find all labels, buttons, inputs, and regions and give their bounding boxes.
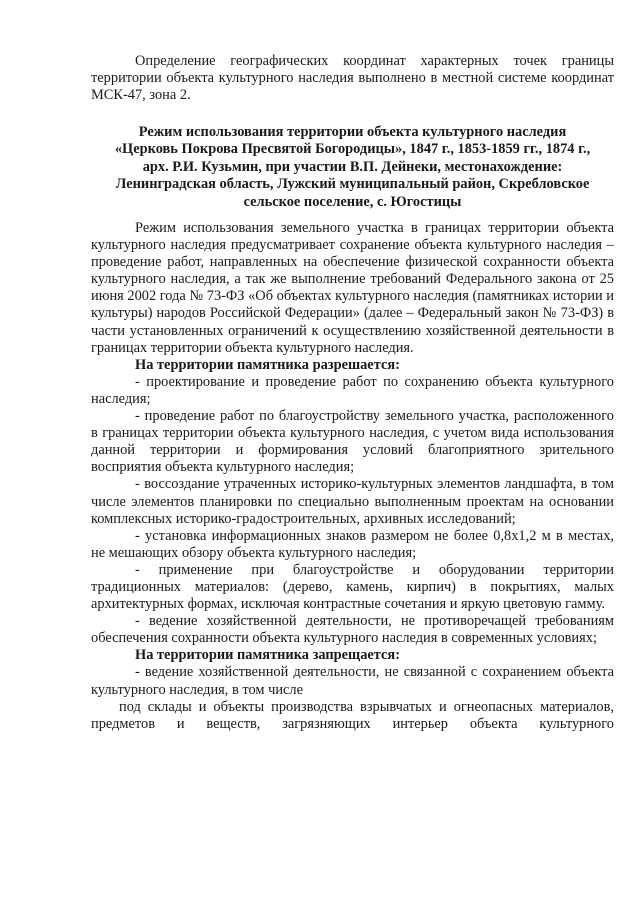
forbidden-item: под склады и объекты производства взрывчатых и огнеопасных материалов, предметов и веществ, загрязняющих интерьер объекта культурного [91, 698, 614, 732]
allowed-heading: На территории памятника разрешается: [135, 356, 400, 373]
intro-section [91, 53, 614, 104]
allowed-item: - проектирование и проведение работ по сохранению объекта культурного наследия; [91, 373, 614, 407]
allowed-item: - применение при благоустройстве и оборудовании территории традиционных материалов: (дерево, камень, кирпич) в покрытиях, малых архитектурных формах, исключая контрастные сочетания и яркую цветовую гамму. [91, 561, 614, 613]
title-line-4: Ленинградская область, Лужский муниципальный район, Скребловское [115, 176, 590, 193]
title-line-1: Режим использования территории объекта культурного наследия [138, 124, 567, 140]
regime-body [91, 220, 614, 733]
allowed-item: - установка информационных знаков размером не более 0,8х1,2 м в местах, не мешающих обзору объекта культурного наследия; [91, 527, 614, 561]
title-line-2: «Церковь Покрова Пресвятой Богородицы», 1847 г., 1853-1859 гг., 1874 г., [114, 141, 591, 158]
regime-title [91, 124, 614, 211]
allowed-item: - проведение работ по благоустройству земельного участка, расположенного в границах территории объекта культурного наследия, с учетом вида использования данной территории и формирования условий благоприятного зрительного восприятия объекта культурного наследия; [91, 408, 614, 476]
forbidden-item: - ведение хозяйственной деятельности, не связанной с сохранением объекта культурного наследия, в том числе [91, 664, 614, 698]
allowed-item: - ведение хозяйственной деятельности, не противоречащей требованиям обеспечения сохранности объекта культурного наследия в современных условиях; [91, 613, 614, 647]
forbidden-heading: На территории памятника запрещается: [135, 647, 401, 664]
intro-paragraph: Определение географических координат характерных точек границы территории объекта культурного наследия выполнено в местной системе координат МСК-47, зона 2. [91, 53, 614, 104]
allowed-item: - воссоздание утраченных историко-культурных элементов ландшафта, в том числе элементов планировки по специально выполненным проектам на основании комплексных историко-градостроительных, архивных исследований; [91, 476, 614, 527]
regime-paragraph: Режим использования земельного участка в границах территории объекта культурного наследия предусматривает сохранение объекта культурного наследия – проведение работ, направленных на обеспечение физической сохранности объекта культурного наследия, а так же выполнение требований Федерального закона от 25 июня 2002 года № 73-ФЗ «Об объектах культурного наследия (памятниках истории и культуры) народов Российской Федерации» (далее – Федеральный закон № 73-ФЗ) в части установленных ограничений к осуществлению хозяйственной деятельности в границах территории объекта культурного наследия. [91, 220, 614, 356]
title-line-3: арх. Р.И. Кузьмин, при участии В.П. Дейнеки, местонахождение: [142, 158, 563, 175]
title-line-5: сельское поселение, с. Югостицы [243, 193, 462, 210]
